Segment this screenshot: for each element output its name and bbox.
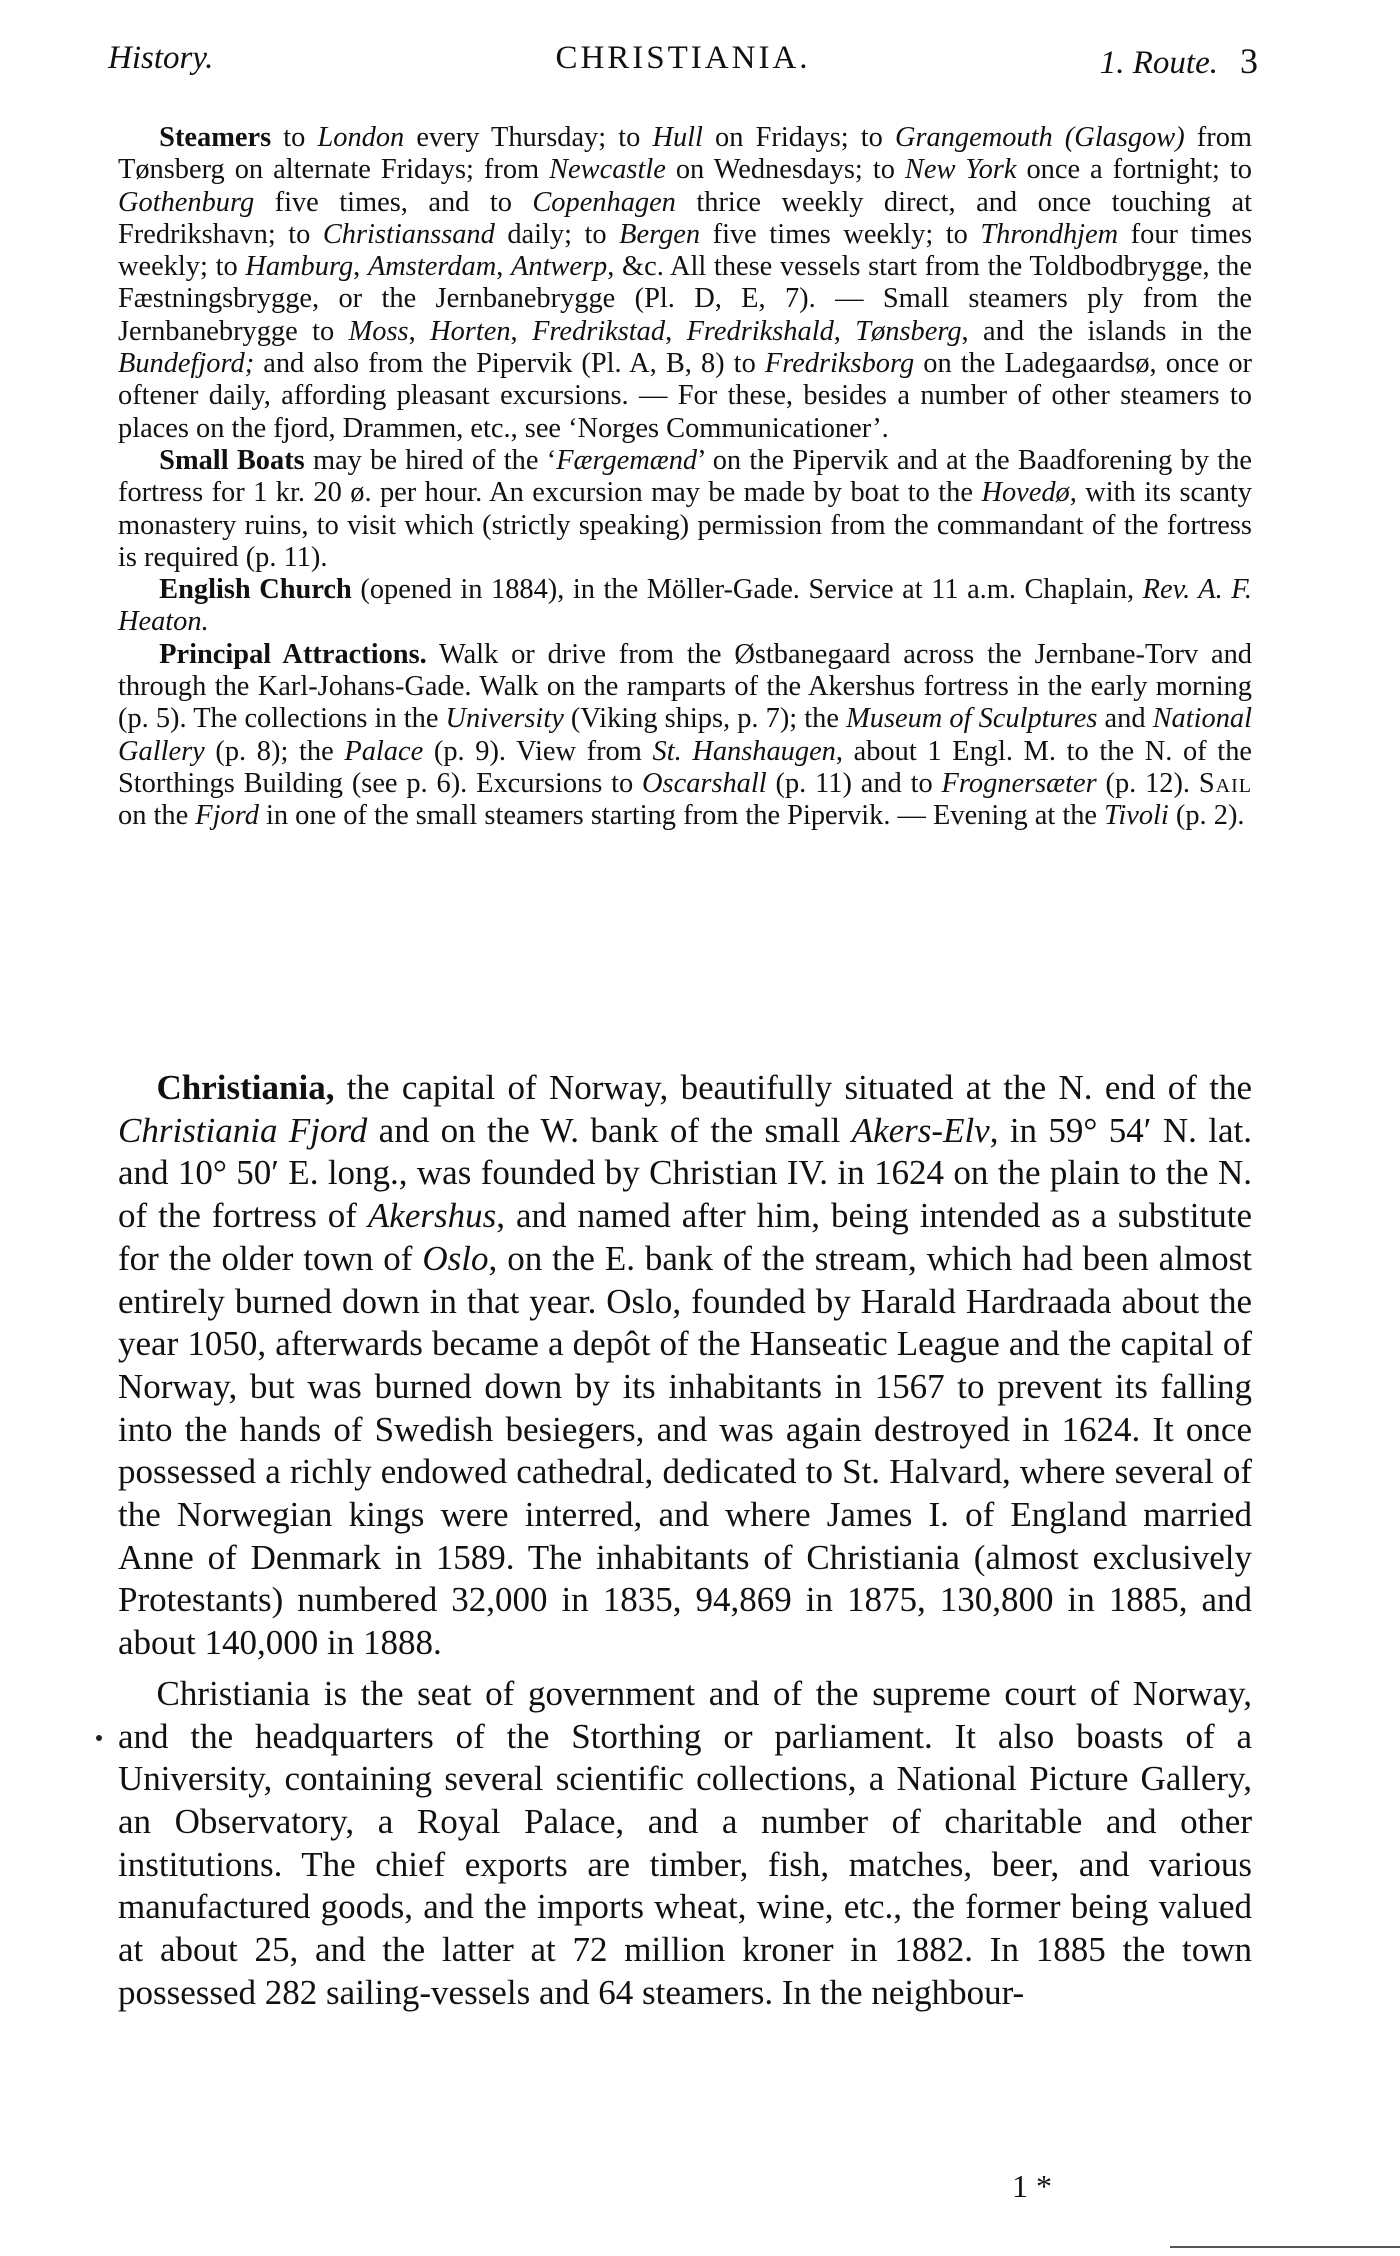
main-text-section (118, 1067, 1252, 2014)
page-number: 3 (1240, 41, 1258, 81)
english-church-paragraph: English Church (opened in 1884), in the Möller-Gade. Service at 11 a.m. Chaplain, Rev. A. F. Heaton. (118, 574, 1252, 638)
principal-attractions-paragraph: Principal Attractions. Walk or drive from the Østbanegaard across the Jernbane-Torv and through the Karl-Johans-Gade. Walk on the ramparts of the Akershus fortress in the early morning (p. 5). The collections in the University (Viking ships, p. 7); the Museum of Sculptures and National Gallery (p. 8); the Palace (p. 9). View from St. Hanshaugen, about 1 Engl. M. to the N. of the Storthings Building (see p. 6). Excursions to Oscarshall (p. 11) and to Frognersæter (p. 12). Sail on the Fjord in one of the small steamers starting from the Pipervik. — Evening at the Tivoli (p. 2). (118, 638, 1253, 832)
christiania-history-paragraph: Christiania, the capital of Norway, beautifully situated at the N. end of the Christiania Fjord and on the W. bank of the small Akers-Elv, in 59° 54′ N. lat. and 10° 50′ E. long., was founded by Christian IV. in 1624 on the plain to the N. of the fortress of Akershus, and named after him, being intended as a substitute for the older town of Oslo, on the E. bank of the stream, which had been almost entirely burned down in that year. Oslo, founded by Harald Hardraada about the year 1050, afterwards became a depôt of the Hanseatic League and the capital of Norway, but was burned down by its inhabitants in 1567 to prevent its falling into the hands of Swedish besiegers, and was again destroyed in 1624. It once possessed a richly endowed cathedral, dedicated to St. Halvard, where several of the Norwegian kings were interred, and where James I. of England married Anne of Denmark in 1589. The inhabitants of Christiania (almost exclusively Protestants) numbered 32,000 in 1835, 94,869 in 1875, 130,800 in 1885, and about 140,000 in 1888. (118, 1068, 1252, 1663)
header-section-title: History. (108, 40, 214, 76)
christiania-government-paragraph: Christiania is the seat of government and of the supreme court of Norway, and the headquarters of the Storthing or parliament. It also boasts of a University, containing several scientific collections, a National Picture Gallery, an Observatory, a Royal Palace, and a number of charitable and other institutions. The chief exports are timber, fish, matches, beer, and various manufactured goods, and the imports wheat, wine, etc., the former being valued at about 25, and the latter at 72 million kroner in 1882. In 1885 the town possessed 282 sailing-vessels and 64 steamers. In the neighbour- (118, 1673, 1252, 2012)
running-header (108, 40, 1258, 88)
bottom-edge-line (1170, 2246, 1400, 2248)
small-print-section (118, 122, 1252, 833)
margin-mark (96, 1735, 102, 1741)
header-chapter-title: CHRISTIANIA. (555, 40, 811, 76)
small-boats-paragraph: Small Boats may be hired of the ‘Færgemænd’ on the Pipervik and at the Baadforening by the fortress for 1 kr. 20 ø. per hour. An excursion may be made by boat to the Hovedø, with its scanty monastery ruins, to visit which (strictly speaking) permission from the commandant of the fortress is required (p. 11). (118, 444, 1252, 573)
signature-mark: 1 * (1012, 2168, 1052, 2204)
steamers-paragraph: Steamers to London every Thursday; to Hull on Fridays; to Grangemouth (Glasgow) from Tønsberg on alternate Fridays; from Newcastle on Wednesdays; to New York once a fortnight; to Gothenburg five times, and to Copenhagen thrice weekly direct, and once touching at Fredrikshavn; to Christianssand daily; to Bergen five times weekly; to Throndhjem four times weekly; to Hamburg, Amsterdam, Antwerp, &c. All these vessels start from the Toldbodbrygge, the Fæstningsbrygge, or the Jernbanebrygge (Pl. D, E, 7). — Small steamers ply from the Jernbanebrygge to Moss, Horten, Fredrikstad, Fredrikshald, Tønsberg, and the islands in the Bundefjord; and also from the Pipervik (Pl. A, B, 8) to Fredriksborg on the Ladegaardsø, once or oftener daily, affording pleasant excursions. — For these, besides a number of other steamers to places on the fjord, Drammen, etc., see ‘Norges Communicationer’. (118, 122, 1253, 444)
header-route-and-page (1100, 40, 1258, 82)
header-route: 1. Route. (1099, 45, 1218, 81)
